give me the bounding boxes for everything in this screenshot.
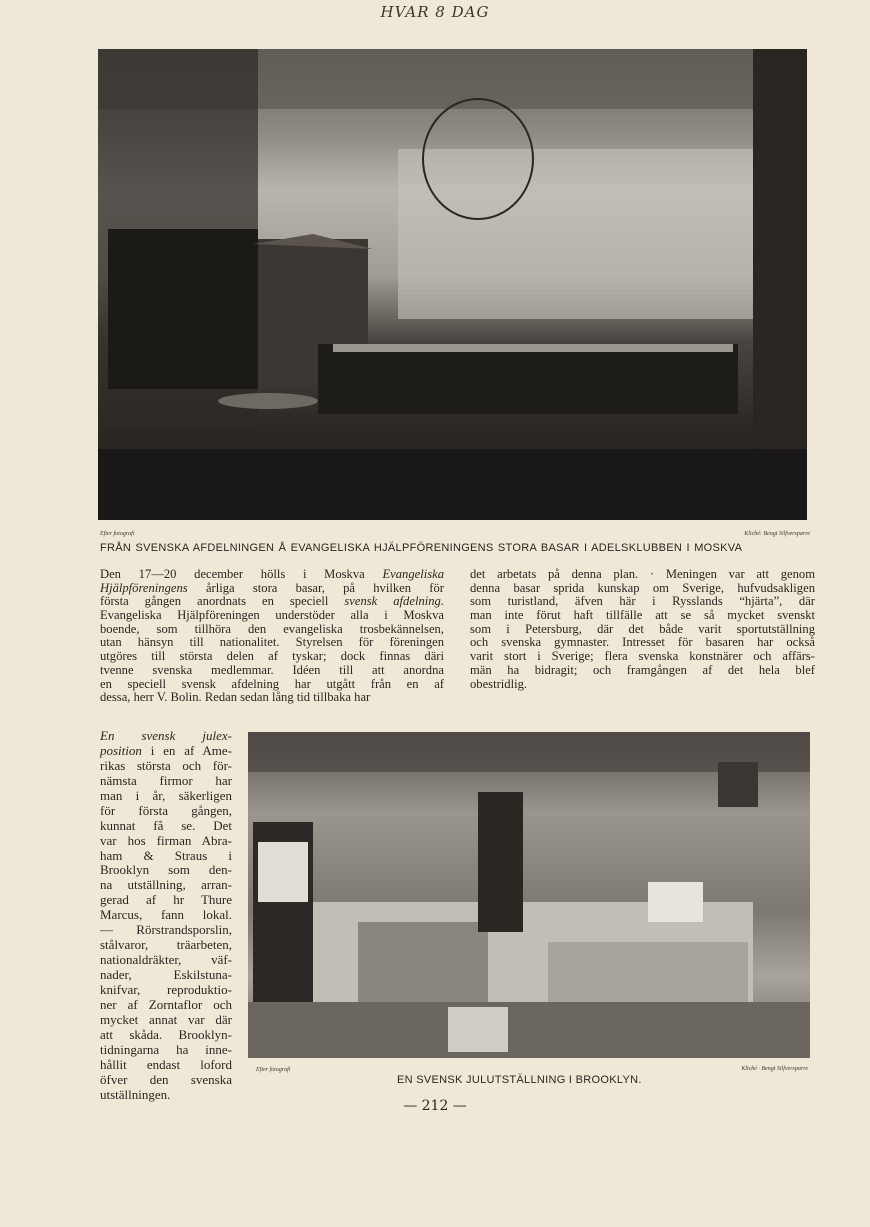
cliche-credit: Kliché: Bengt Silfversparre	[744, 531, 810, 537]
italic-text: Evangeliska	[382, 567, 444, 581]
exhibition-illustration	[248, 732, 810, 1058]
text-line: boende, som tillhöra den evangeliska trosbekännelsen,	[100, 621, 444, 636]
text-line: som turistland, äfven här i Rysslands “hjärta”, där	[470, 594, 815, 609]
text-line: mycket annat var där	[100, 1011, 232, 1027]
text-segment: årliga stora basar, på hvilken för	[187, 580, 444, 595]
cliche-credit-2: Kliché · Bengt Silfversparre	[741, 1066, 808, 1072]
text-line	[100, 729, 232, 744]
text-line: och svenska gymnaster. Intresset för basaren har också	[470, 635, 815, 650]
text-line: som i Petersburg, där det både varit sportutställning	[470, 621, 815, 636]
text-segment: i en af Ame-	[141, 742, 232, 758]
italic-text: position	[100, 742, 142, 758]
text-segment: Den 17—20 december hölls i Moskva	[100, 567, 383, 581]
text-line: att skåda. Brooklyn-	[100, 1026, 232, 1042]
text-line: det arbetats på denna plan. · Meningen var att genom	[470, 567, 815, 581]
text-line: nämsta firmor har	[100, 772, 232, 788]
photo-bazaar-moscow	[98, 49, 807, 520]
text-line: Marcus, fann lokal.	[100, 907, 232, 923]
text-line: ner af Zorntaflor och	[100, 996, 232, 1012]
text-line: varit stort i Sverige; flera svenska konstnärer och affärs-	[470, 649, 815, 664]
text-line: män ha bidragit; och framgången af det hela blef	[470, 662, 815, 677]
text-line: Brooklyn som den-	[100, 862, 232, 878]
text-line: utan hänsyn till nationalitet. Styrelsen för föreningen	[100, 635, 444, 650]
text-segment: första gången anordnats en speciell	[100, 594, 345, 609]
photo-credit-2: Efter fotografi	[256, 1067, 291, 1073]
text-line: Evangeliska Hjälpföreningen understöder alla i Moskva	[100, 608, 444, 623]
running-head: HVAR 8 DAG	[380, 3, 490, 21]
text-line: dessa, herr V. Bolin. Redan sedan lång tid tillbaka har	[100, 690, 371, 705]
text-line: man i år, säkerligen	[100, 787, 232, 803]
photo-credit: Efter fotografi	[100, 531, 135, 537]
text-line: hållit endast loford	[100, 1056, 232, 1072]
text-line: denna basar sprida kunskap om Sverige, hufvudsakligen	[470, 580, 815, 595]
text-line: öfver den svenska	[100, 1071, 232, 1087]
article-column-right	[470, 568, 815, 691]
text-line: kunnat få se. Det	[100, 817, 232, 833]
text-line: utgöres till största delen af tyskar; dock finnas däri	[100, 649, 444, 664]
text-line: man inte förut haft tillfälle att se så mycket svenskt	[470, 608, 815, 623]
text-line: tvenne svenska medlemmar. Idéen till att anordna	[100, 662, 444, 677]
italic-text: svensk afdelning.	[344, 594, 444, 609]
sidebar-article-column	[100, 729, 232, 1102]
text-line: stålvaror, träarbeten,	[100, 937, 232, 953]
figure-caption: FRÅN SVENSKA AFDELNINGEN Å EVANGELISKA HJÄLPFÖRENINGENS STORA BASAR I ADELSKLUBBEN I MOSKVA	[100, 542, 743, 554]
text-line: knifvar, reproduktio-	[100, 981, 232, 997]
photo-christmas-exhibition-brooklyn	[248, 732, 810, 1058]
italic-text: Hjälpföreningens	[100, 580, 188, 595]
page-number: — 212 —	[403, 1098, 467, 1114]
text-line: obestridlig.	[470, 676, 528, 691]
text-line: — Rörstrandsporslin,	[100, 922, 232, 938]
text-line: tidningarna ha inne-	[100, 1041, 232, 1057]
text-line: en speciell svensk afdelning har utgått från en af	[100, 676, 444, 691]
text-line	[100, 582, 444, 596]
text-line: var hos firman Abra-	[100, 832, 232, 848]
italic-text: En svensk julex-	[100, 728, 232, 743]
text-line	[100, 595, 444, 609]
text-line: rikas största och för-	[100, 757, 232, 773]
text-line: gerad af hr Thure	[100, 892, 232, 908]
text-line: för första gången,	[100, 802, 232, 818]
bazaar-hall-illustration	[98, 49, 807, 520]
text-line: nader, Eskilstuna-	[100, 967, 232, 982]
text-line: na utställning, arran-	[100, 877, 232, 893]
text-line: nationaldräkter, väf-	[100, 952, 232, 968]
figure-caption-2: EN SVENSK JULUTSTÄLLNING I BROOKLYN.	[397, 1074, 642, 1086]
text-line: utställningen.	[100, 1086, 171, 1102]
text-line	[100, 744, 232, 759]
text-line	[100, 568, 444, 582]
article-column-left	[100, 568, 444, 705]
text-line: ham & Straus i	[100, 847, 232, 863]
